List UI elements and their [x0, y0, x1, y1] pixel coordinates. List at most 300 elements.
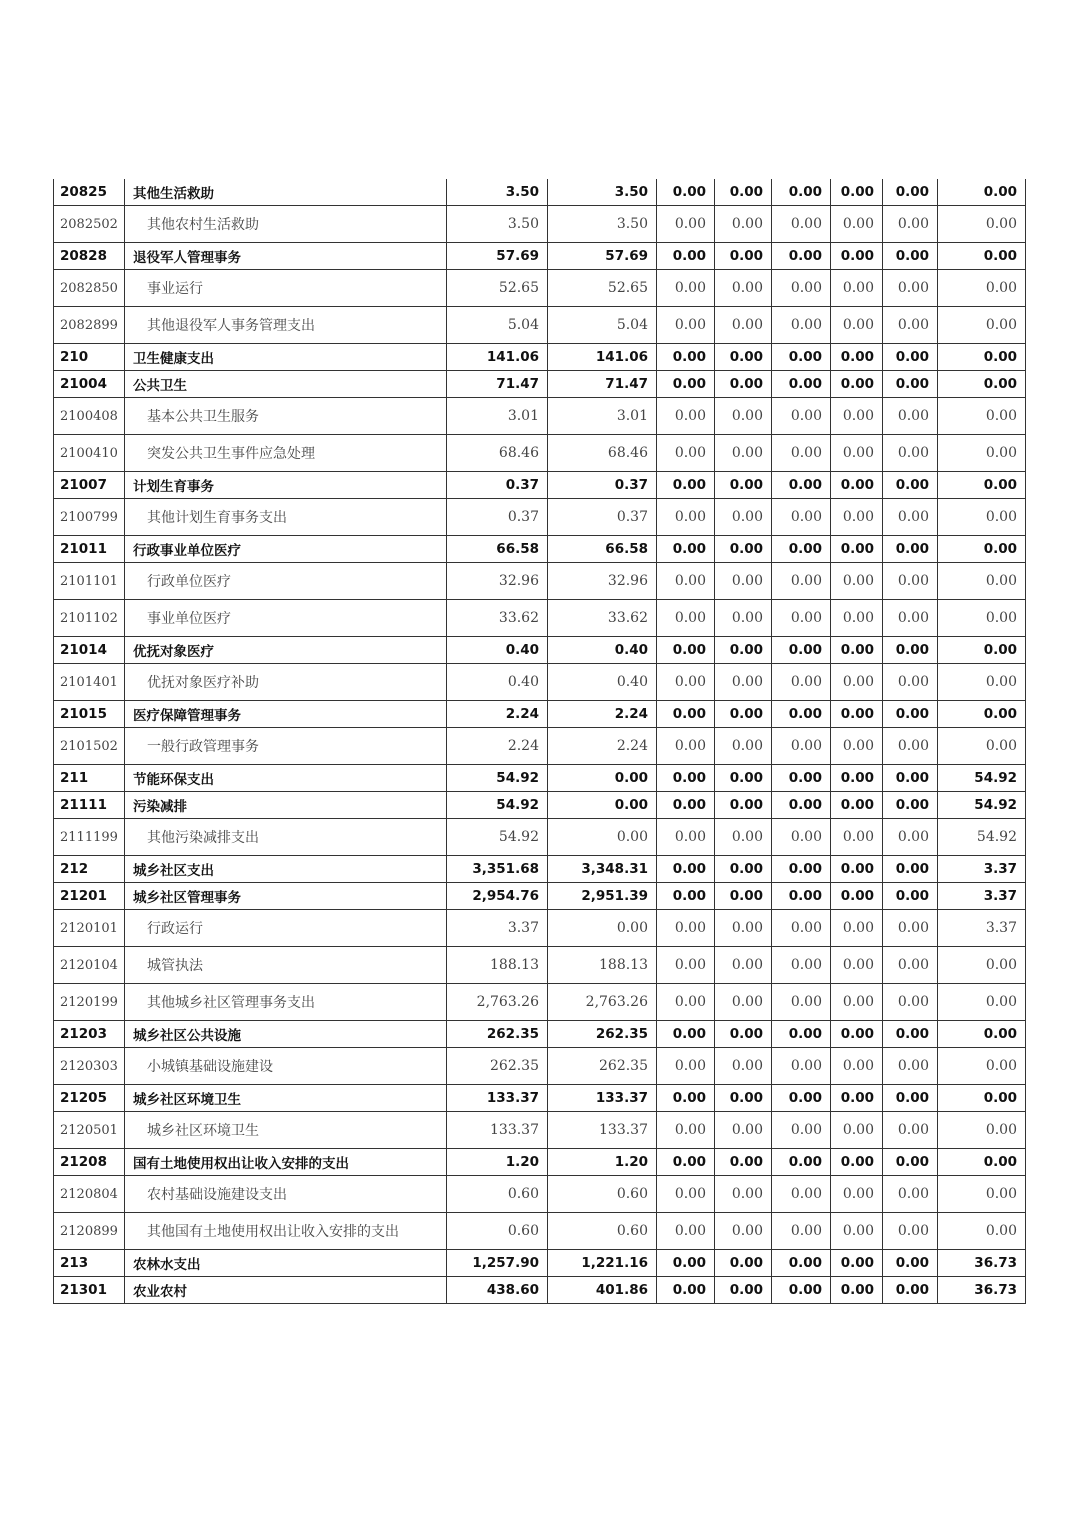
table-row — [54, 792, 1026, 819]
table-row — [54, 984, 1026, 1021]
amount-cell: 57.69 — [548, 243, 657, 270]
subject-name-cell: 农村基础设施建设支出 — [125, 1176, 447, 1213]
amount-cell: 0.00 — [883, 819, 938, 856]
amount-cell: 0.00 — [938, 728, 1026, 765]
amount-cell: 3.50 — [447, 206, 548, 243]
amount-cell: 66.58 — [447, 536, 548, 563]
amount-cell: 0.00 — [831, 600, 883, 637]
amount-cell: 0.00 — [715, 1085, 772, 1112]
amount-cell: 0.00 — [772, 600, 831, 637]
subject-name-cell: 行政单位医疗 — [125, 563, 447, 600]
amount-cell: 0.00 — [657, 1048, 715, 1085]
amount-cell: 0.00 — [883, 536, 938, 563]
amount-cell: 0.00 — [715, 856, 772, 883]
amount-cell: 0.00 — [657, 435, 715, 472]
amount-cell: 262.35 — [548, 1021, 657, 1048]
amount-cell: 0.00 — [883, 344, 938, 371]
subject-name-cell: 行政事业单位医疗 — [125, 536, 447, 563]
amount-cell: 0.00 — [657, 910, 715, 947]
table-row — [54, 179, 1026, 206]
amount-cell: 0.00 — [772, 563, 831, 600]
amount-cell: 0.00 — [715, 1213, 772, 1250]
subject-code-cell: 21201 — [54, 883, 125, 910]
subject-code-cell: 20825 — [54, 179, 125, 206]
table-row — [54, 910, 1026, 947]
amount-cell: 0.60 — [447, 1213, 548, 1250]
amount-cell: 0.00 — [831, 1085, 883, 1112]
amount-cell: 0.00 — [715, 728, 772, 765]
subject-code-cell: 2100799 — [54, 499, 125, 536]
amount-cell: 133.37 — [548, 1085, 657, 1112]
amount-cell: 0.00 — [831, 1213, 883, 1250]
amount-cell: 0.00 — [715, 206, 772, 243]
amount-cell: 71.47 — [548, 371, 657, 398]
table-row — [54, 1213, 1026, 1250]
amount-cell: 0.00 — [657, 819, 715, 856]
amount-cell: 33.62 — [447, 600, 548, 637]
amount-cell: 0.00 — [715, 1277, 772, 1304]
amount-cell: 0.00 — [657, 270, 715, 307]
table-row — [54, 701, 1026, 728]
subject-code-cell: 213 — [54, 1250, 125, 1277]
amount-cell: 0.00 — [657, 856, 715, 883]
table-row — [54, 1085, 1026, 1112]
amount-cell: 0.40 — [548, 664, 657, 701]
amount-cell: 0.00 — [883, 1176, 938, 1213]
amount-cell: 0.00 — [938, 371, 1026, 398]
subject-name-cell: 突发公共卫生事件应急处理 — [125, 435, 447, 472]
amount-cell: 0.00 — [715, 765, 772, 792]
subject-code-cell: 21205 — [54, 1085, 125, 1112]
amount-cell: 3.37 — [938, 910, 1026, 947]
amount-cell: 0.00 — [831, 270, 883, 307]
amount-cell: 0.00 — [938, 637, 1026, 664]
table-row — [54, 270, 1026, 307]
amount-cell: 0.00 — [657, 563, 715, 600]
amount-cell: 0.00 — [938, 984, 1026, 1021]
amount-cell: 3.37 — [938, 883, 1026, 910]
subject-code-cell: 21015 — [54, 701, 125, 728]
amount-cell: 0.00 — [883, 270, 938, 307]
amount-cell: 0.00 — [883, 664, 938, 701]
amount-cell: 0.00 — [938, 307, 1026, 344]
amount-cell: 0.00 — [772, 206, 831, 243]
amount-cell: 0.00 — [883, 371, 938, 398]
amount-cell: 0.00 — [657, 472, 715, 499]
table-row — [54, 600, 1026, 637]
subject-code-cell: 2101101 — [54, 563, 125, 600]
amount-cell: 0.00 — [938, 206, 1026, 243]
amount-cell: 0.00 — [938, 243, 1026, 270]
amount-cell: 54.92 — [447, 819, 548, 856]
table-row — [54, 563, 1026, 600]
amount-cell: 32.96 — [548, 563, 657, 600]
amount-cell: 0.00 — [831, 344, 883, 371]
amount-cell: 0.00 — [883, 1085, 938, 1112]
amount-cell: 0.00 — [657, 499, 715, 536]
subject-code-cell: 212 — [54, 856, 125, 883]
amount-cell: 0.00 — [715, 947, 772, 984]
table-row — [54, 947, 1026, 984]
amount-cell: 0.00 — [938, 1085, 1026, 1112]
table-row — [54, 819, 1026, 856]
amount-cell: 401.86 — [548, 1277, 657, 1304]
amount-cell: 0.00 — [715, 600, 772, 637]
amount-cell: 0.00 — [657, 664, 715, 701]
subject-name-cell: 城乡社区公共设施 — [125, 1021, 447, 1048]
amount-cell: 3.37 — [447, 910, 548, 947]
amount-cell: 3.50 — [548, 206, 657, 243]
amount-cell: 0.00 — [772, 1112, 831, 1149]
amount-cell: 71.47 — [447, 371, 548, 398]
subject-name-cell: 其他退役军人事务管理支出 — [125, 307, 447, 344]
amount-cell: 0.00 — [831, 1250, 883, 1277]
table-row — [54, 664, 1026, 701]
amount-cell: 0.00 — [831, 179, 883, 206]
amount-cell: 0.00 — [883, 701, 938, 728]
amount-cell: 0.00 — [772, 1048, 831, 1085]
amount-cell: 0.00 — [772, 499, 831, 536]
amount-cell: 0.00 — [548, 819, 657, 856]
subject-code-cell: 2120104 — [54, 947, 125, 984]
amount-cell: 0.00 — [772, 637, 831, 664]
amount-cell: 2.24 — [548, 728, 657, 765]
amount-cell: 0.00 — [831, 1112, 883, 1149]
amount-cell: 0.00 — [772, 1250, 831, 1277]
table-row — [54, 243, 1026, 270]
amount-cell: 0.00 — [831, 206, 883, 243]
amount-cell: 0.00 — [938, 536, 1026, 563]
subject-code-cell: 2120199 — [54, 984, 125, 1021]
amount-cell: 0.00 — [548, 792, 657, 819]
subject-code-cell: 21007 — [54, 472, 125, 499]
amount-cell: 0.00 — [715, 536, 772, 563]
table-row — [54, 499, 1026, 536]
amount-cell: 0.00 — [883, 206, 938, 243]
amount-cell: 1.20 — [447, 1149, 548, 1176]
amount-cell: 0.00 — [715, 1176, 772, 1213]
amount-cell: 0.00 — [772, 947, 831, 984]
amount-cell: 0.00 — [715, 563, 772, 600]
amount-cell: 0.00 — [772, 1021, 831, 1048]
amount-cell: 0.00 — [715, 435, 772, 472]
subject-code-cell: 21208 — [54, 1149, 125, 1176]
subject-name-cell: 城乡社区支出 — [125, 856, 447, 883]
table-row — [54, 472, 1026, 499]
amount-cell: 0.00 — [831, 499, 883, 536]
subject-code-cell: 2120899 — [54, 1213, 125, 1250]
table-row — [54, 1021, 1026, 1048]
subject-name-cell: 城乡社区环境卫生 — [125, 1112, 447, 1149]
amount-cell: 0.00 — [883, 1021, 938, 1048]
amount-cell: 0.00 — [715, 307, 772, 344]
amount-cell: 0.00 — [715, 883, 772, 910]
amount-cell: 0.37 — [548, 499, 657, 536]
amount-cell: 0.40 — [447, 664, 548, 701]
amount-cell: 0.00 — [772, 856, 831, 883]
amount-cell: 1,257.90 — [447, 1250, 548, 1277]
amount-cell: 0.00 — [938, 179, 1026, 206]
table-row — [54, 435, 1026, 472]
amount-cell: 0.00 — [883, 600, 938, 637]
amount-cell: 0.00 — [657, 1213, 715, 1250]
table-row — [54, 1048, 1026, 1085]
amount-cell: 0.00 — [831, 792, 883, 819]
subject-name-cell: 城管执法 — [125, 947, 447, 984]
subject-name-cell: 国有土地使用权出让收入安排的支出 — [125, 1149, 447, 1176]
amount-cell: 0.00 — [657, 883, 715, 910]
amount-cell: 0.00 — [883, 435, 938, 472]
amount-cell: 0.00 — [772, 664, 831, 701]
subject-code-cell: 2120501 — [54, 1112, 125, 1149]
subject-name-cell: 行政运行 — [125, 910, 447, 947]
amount-cell: 0.00 — [657, 307, 715, 344]
amount-cell: 0.00 — [772, 883, 831, 910]
subject-code-cell: 2101502 — [54, 728, 125, 765]
subject-name-cell: 卫生健康支出 — [125, 344, 447, 371]
amount-cell: 0.00 — [772, 1277, 831, 1304]
amount-cell: 0.00 — [715, 499, 772, 536]
subject-code-cell: 21203 — [54, 1021, 125, 1048]
amount-cell: 52.65 — [548, 270, 657, 307]
amount-cell: 0.00 — [715, 472, 772, 499]
amount-cell: 0.00 — [883, 1112, 938, 1149]
amount-cell: 0.00 — [715, 1048, 772, 1085]
amount-cell: 0.00 — [772, 344, 831, 371]
amount-cell: 0.00 — [883, 792, 938, 819]
subject-name-cell: 小城镇基础设施建设 — [125, 1048, 447, 1085]
amount-cell: 33.62 — [548, 600, 657, 637]
subject-code-cell: 21301 — [54, 1277, 125, 1304]
amount-cell: 0.00 — [772, 819, 831, 856]
amount-cell: 0.00 — [715, 179, 772, 206]
amount-cell: 0.00 — [883, 637, 938, 664]
amount-cell: 141.06 — [447, 344, 548, 371]
amount-cell: 0.00 — [715, 243, 772, 270]
amount-cell: 0.00 — [883, 1213, 938, 1250]
amount-cell: 0.00 — [657, 243, 715, 270]
amount-cell: 133.37 — [447, 1085, 548, 1112]
amount-cell: 0.00 — [715, 1112, 772, 1149]
amount-cell: 0.00 — [657, 1085, 715, 1112]
amount-cell: 0.00 — [715, 819, 772, 856]
amount-cell: 188.13 — [548, 947, 657, 984]
amount-cell: 0.00 — [883, 243, 938, 270]
table-row — [54, 1250, 1026, 1277]
amount-cell: 32.96 — [447, 563, 548, 600]
amount-cell: 0.00 — [772, 270, 831, 307]
subject-name-cell: 基本公共卫生服务 — [125, 398, 447, 435]
amount-cell: 0.37 — [447, 499, 548, 536]
amount-cell: 0.00 — [831, 819, 883, 856]
amount-cell: 0.00 — [938, 435, 1026, 472]
amount-cell: 0.00 — [657, 947, 715, 984]
amount-cell: 0.00 — [772, 792, 831, 819]
amount-cell: 2.24 — [548, 701, 657, 728]
table-row — [54, 765, 1026, 792]
amount-cell: 0.60 — [548, 1176, 657, 1213]
amount-cell: 0.00 — [831, 243, 883, 270]
amount-cell: 262.35 — [548, 1048, 657, 1085]
subject-name-cell: 优抚对象医疗 — [125, 637, 447, 664]
table-row — [54, 398, 1026, 435]
subject-code-cell: 2082899 — [54, 307, 125, 344]
amount-cell: 0.00 — [548, 910, 657, 947]
table-row — [54, 728, 1026, 765]
amount-cell: 0.00 — [938, 1048, 1026, 1085]
amount-cell: 0.00 — [657, 792, 715, 819]
amount-cell: 0.00 — [715, 1021, 772, 1048]
amount-cell: 2,763.26 — [548, 984, 657, 1021]
amount-cell: 57.69 — [447, 243, 548, 270]
amount-cell: 0.00 — [831, 883, 883, 910]
amount-cell: 0.00 — [938, 270, 1026, 307]
amount-cell: 0.00 — [715, 792, 772, 819]
amount-cell: 52.65 — [447, 270, 548, 307]
amount-cell: 0.00 — [657, 371, 715, 398]
subject-code-cell: 20828 — [54, 243, 125, 270]
amount-cell: 133.37 — [548, 1112, 657, 1149]
subject-name-cell: 农业农村 — [125, 1277, 447, 1304]
amount-cell: 0.00 — [772, 728, 831, 765]
table-row — [54, 307, 1026, 344]
subject-name-cell: 一般行政管理事务 — [125, 728, 447, 765]
amount-cell: 0.00 — [831, 701, 883, 728]
amount-cell: 0.00 — [657, 765, 715, 792]
amount-cell: 133.37 — [447, 1112, 548, 1149]
amount-cell: 0.00 — [831, 1277, 883, 1304]
amount-cell: 262.35 — [447, 1048, 548, 1085]
amount-cell: 3.01 — [447, 398, 548, 435]
amount-cell: 0.00 — [657, 1277, 715, 1304]
amount-cell: 0.00 — [883, 984, 938, 1021]
subject-name-cell: 其他计划生育事务支出 — [125, 499, 447, 536]
amount-cell: 0.00 — [883, 563, 938, 600]
subject-name-cell: 其他农村生活救助 — [125, 206, 447, 243]
subject-code-cell: 2082850 — [54, 270, 125, 307]
amount-cell: 0.00 — [772, 307, 831, 344]
amount-cell: 0.00 — [831, 563, 883, 600]
amount-cell: 0.00 — [772, 1149, 831, 1176]
amount-cell: 0.00 — [938, 563, 1026, 600]
amount-cell: 2,763.26 — [447, 984, 548, 1021]
amount-cell: 0.00 — [772, 179, 831, 206]
subject-name-cell: 其他污染减排支出 — [125, 819, 447, 856]
amount-cell: 0.00 — [938, 472, 1026, 499]
table-row — [54, 637, 1026, 664]
amount-cell: 0.00 — [715, 637, 772, 664]
amount-cell: 0.00 — [883, 728, 938, 765]
subject-code-cell: 2120303 — [54, 1048, 125, 1085]
amount-cell: 0.00 — [831, 1176, 883, 1213]
amount-cell: 3.50 — [447, 179, 548, 206]
amount-cell: 438.60 — [447, 1277, 548, 1304]
subject-code-cell: 2120101 — [54, 910, 125, 947]
amount-cell: 0.00 — [715, 371, 772, 398]
amount-cell: 0.00 — [938, 664, 1026, 701]
amount-cell: 0.00 — [715, 398, 772, 435]
amount-cell: 0.00 — [938, 344, 1026, 371]
amount-cell: 0.00 — [772, 536, 831, 563]
amount-cell: 0.00 — [715, 344, 772, 371]
table-row — [54, 1149, 1026, 1176]
table-row — [54, 371, 1026, 398]
amount-cell: 0.00 — [831, 472, 883, 499]
amount-cell: 0.00 — [883, 472, 938, 499]
amount-cell: 0.00 — [657, 1021, 715, 1048]
amount-cell: 0.00 — [938, 499, 1026, 536]
amount-cell: 0.00 — [715, 910, 772, 947]
amount-cell: 54.92 — [447, 792, 548, 819]
amount-cell: 0.00 — [657, 728, 715, 765]
amount-cell: 0.00 — [831, 637, 883, 664]
budget-table-container — [53, 179, 1025, 1304]
amount-cell: 0.00 — [831, 398, 883, 435]
amount-cell: 0.00 — [772, 243, 831, 270]
amount-cell: 0.00 — [657, 701, 715, 728]
subject-name-cell: 事业运行 — [125, 270, 447, 307]
subject-code-cell: 21014 — [54, 637, 125, 664]
subject-name-cell: 其他城乡社区管理事务支出 — [125, 984, 447, 1021]
amount-cell: 0.00 — [831, 307, 883, 344]
amount-cell: 0.00 — [883, 883, 938, 910]
amount-cell: 54.92 — [938, 819, 1026, 856]
table-body — [54, 179, 1026, 1304]
amount-cell: 0.00 — [657, 398, 715, 435]
table-row — [54, 1277, 1026, 1304]
subject-name-cell: 其他国有土地使用权出让收入安排的支出 — [125, 1213, 447, 1250]
amount-cell: 0.60 — [548, 1213, 657, 1250]
amount-cell: 0.00 — [772, 371, 831, 398]
subject-code-cell: 2120804 — [54, 1176, 125, 1213]
amount-cell: 0.00 — [883, 947, 938, 984]
amount-cell: 0.00 — [938, 1112, 1026, 1149]
amount-cell: 0.00 — [938, 1176, 1026, 1213]
amount-cell: 0.00 — [883, 1149, 938, 1176]
amount-cell: 54.92 — [938, 765, 1026, 792]
amount-cell: 66.58 — [548, 536, 657, 563]
amount-cell: 0.00 — [831, 910, 883, 947]
amount-cell: 0.00 — [831, 1021, 883, 1048]
amount-cell: 36.73 — [938, 1277, 1026, 1304]
amount-cell: 0.00 — [715, 270, 772, 307]
amount-cell: 0.00 — [938, 600, 1026, 637]
amount-cell: 0.00 — [715, 1250, 772, 1277]
amount-cell: 188.13 — [447, 947, 548, 984]
amount-cell: 0.00 — [831, 765, 883, 792]
subject-name-cell: 节能环保支出 — [125, 765, 447, 792]
amount-cell: 3,351.68 — [447, 856, 548, 883]
budget-expenditure-table — [53, 179, 1026, 1304]
amount-cell: 0.00 — [772, 398, 831, 435]
amount-cell: 2.24 — [447, 728, 548, 765]
amount-cell: 0.00 — [883, 856, 938, 883]
amount-cell: 0.00 — [883, 499, 938, 536]
amount-cell: 0.00 — [883, 1250, 938, 1277]
subject-name-cell: 退役军人管理事务 — [125, 243, 447, 270]
amount-cell: 0.00 — [883, 910, 938, 947]
subject-name-cell: 事业单位医疗 — [125, 600, 447, 637]
amount-cell: 2,954.76 — [447, 883, 548, 910]
table-row — [54, 206, 1026, 243]
amount-cell: 0.00 — [772, 765, 831, 792]
subject-code-cell: 210 — [54, 344, 125, 371]
amount-cell: 0.00 — [772, 701, 831, 728]
subject-name-cell: 医疗保障管理事务 — [125, 701, 447, 728]
amount-cell: 0.00 — [831, 536, 883, 563]
subject-code-cell: 211 — [54, 765, 125, 792]
table-row — [54, 344, 1026, 371]
